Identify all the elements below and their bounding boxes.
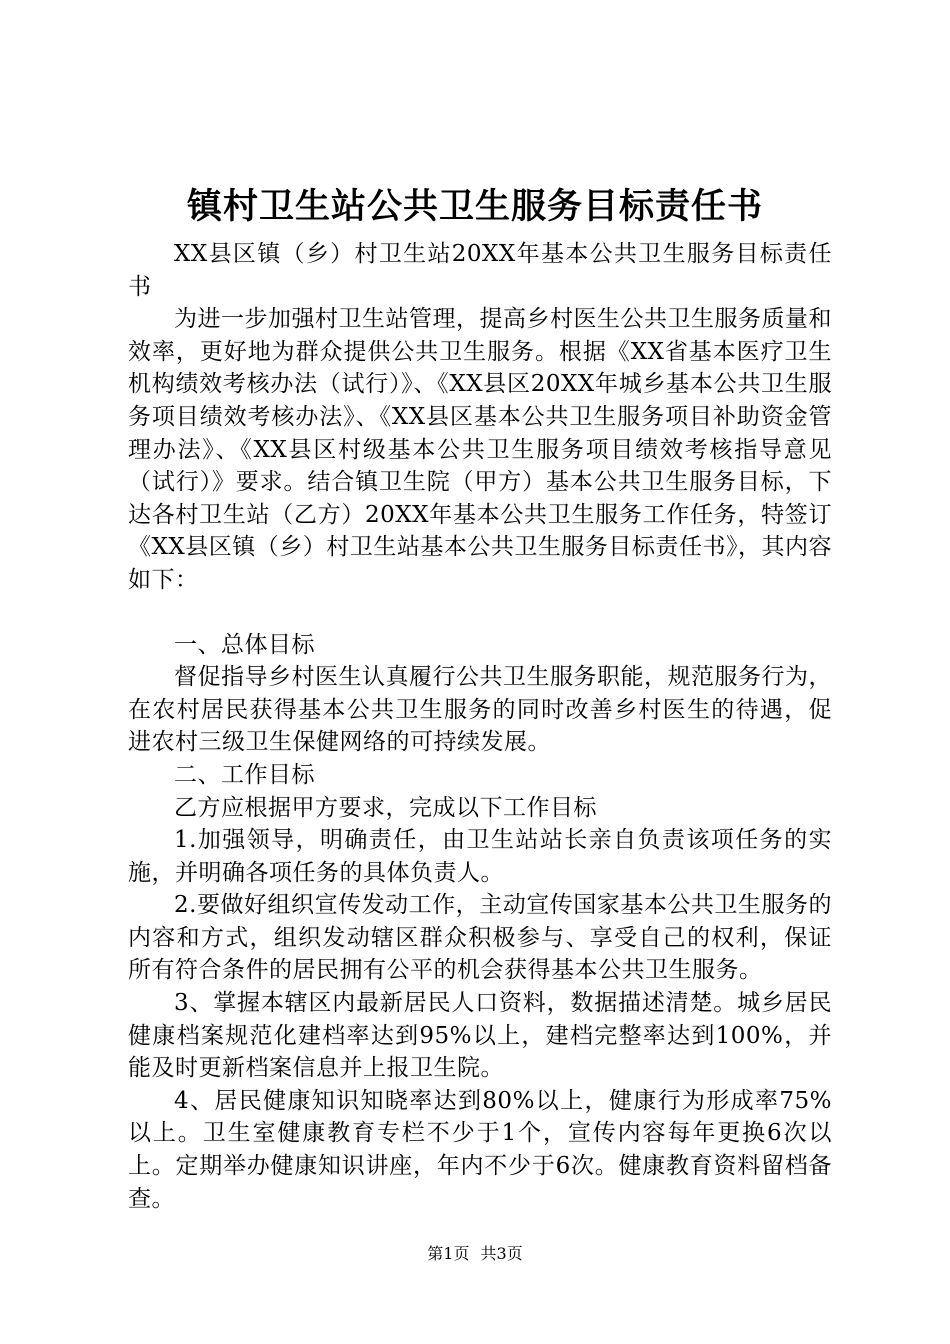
page-total: 共3页 xyxy=(480,1244,523,1263)
paragraph-item-4: 4、居民健康知识知晓率达到80%以上，健康行为形成率75%以上。卫生室健康教育专栏不少于1个，宣传内容每年更换6次以上。定期举办健康知识讲座，年内不少于6次。健康教育资料留档备查。 xyxy=(128,1087,832,1212)
paragraph-item-2: 2.要做好组织宣传发动工作，主动宣传国家基本公共卫生服务的内容和方式，组织发动辖区群众积极参与、享受自己的权利，保证所有符合条件的居民拥有公平的机会获得基本公共卫生服务。 xyxy=(128,892,832,984)
section-heading-overall-goal: 一、总体目标 xyxy=(174,631,315,658)
paragraph-item-1: 1.加强领导，明确责任，由卫生站站长亲自负责该项任务的实施，并明确各项任务的具体负责人。 xyxy=(128,827,832,886)
section-heading-work-goals: 二、工作目标 xyxy=(174,761,315,788)
paragraph-work-goals-intro: 乙方应根据甲方要求，完成以下工作目标 xyxy=(174,794,597,821)
page-number: 第1页 xyxy=(427,1244,470,1263)
document-body xyxy=(128,238,832,1215)
paragraph-introduction: 为进一步加强村卫生站管理，提高乡村医生公共卫生服务质量和效率，更好地为群众提供公共卫生服务。根据《XX省基本医疗卫生机构绩效考核办法（试行）》、《XX县区20XX年城乡基本公共卫生服务项目绩效考核办法》、《XX县区基本公共卫生服务项目补助资金管理办法》、《XX县区村级基本公共卫生服务项目绩效考核指导意见（试行）》要求。结合镇卫生院（甲方）基本公共卫生服务目标，下达各村卫生站（乙方）20XX年基本公共卫生服务工作任务，特签订《XX县区镇（乡）村卫生站基本公共卫生服务目标责任书》，其内容如下： xyxy=(128,306,832,593)
page-footer xyxy=(0,1243,950,1265)
document-title: 镇村卫生站公共卫生服务目标责任书 xyxy=(186,187,763,227)
paragraph-item-3: 3、掌握本辖区内最新居民人口资料，数据描述清楚。城乡居民健康档案规范化建档率达到95%以上，建档完整率达到100%，并能及时更新档案信息并上报卫生院。 xyxy=(128,990,832,1082)
paragraph-overall-goal: 督促指导乡村医生认真履行公共卫生服务职能，规范服务行为，在农村居民获得基本公共卫生服务的同时改善乡村医生的待遇，促进农村三级卫生保健网络的可持续发展。 xyxy=(128,664,832,756)
paragraph-subtitle: XX县区镇（乡）村卫生站20XX年基本公共卫生服务目标责任书 xyxy=(128,241,832,300)
